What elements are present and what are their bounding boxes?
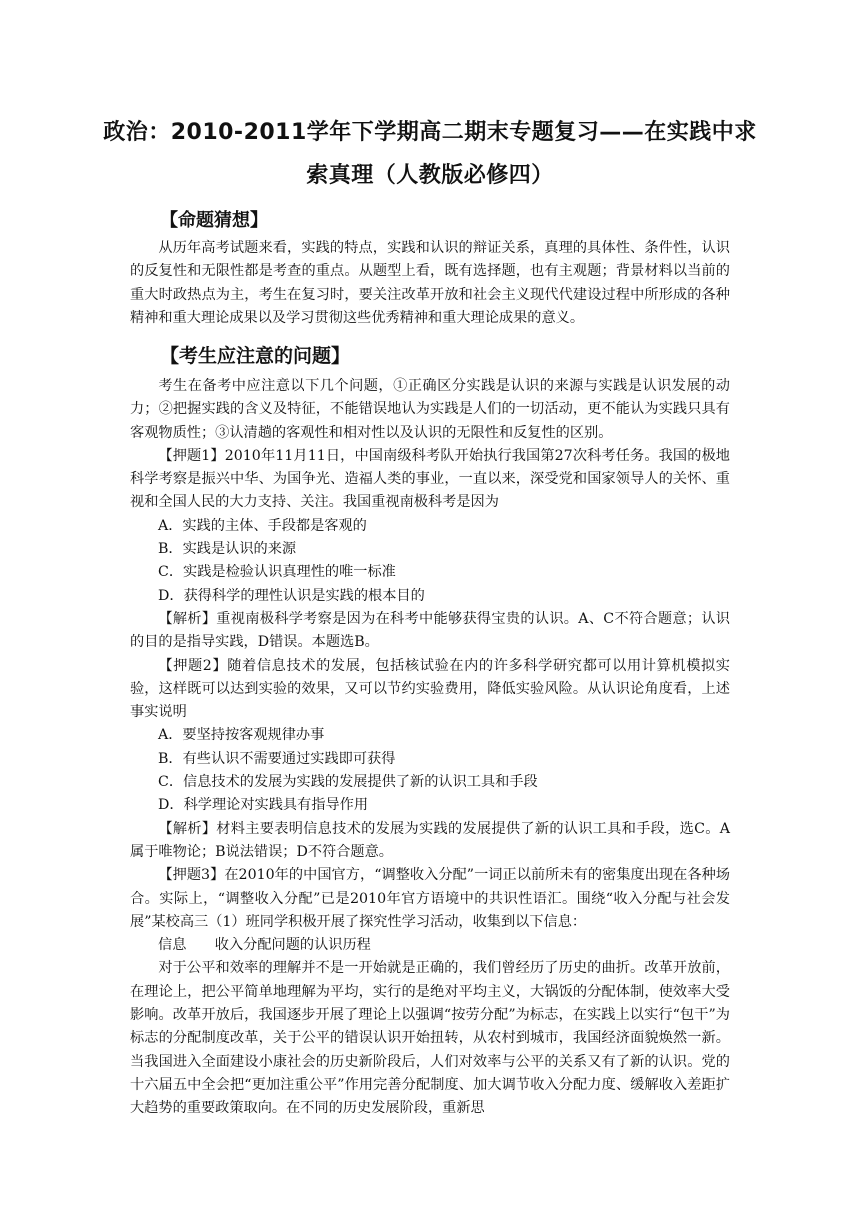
question-1-option-d: D．获得科学的理性认识是实践的根本目的 [158,587,425,604]
section-prediction-body [130,237,730,330]
attention-intro-paragraph: 考生在备考中应注意以下几个问题，①正确区分实践是认识的来源与实践是认识发展的动力；②把握实践的含义及特征，不能错误地认为实践是人们的一切活动，更不能认为实践只具有客观物质性；③认清趟的客观性和相对性以及认识的无限性和反复性的区别。 [130,378,730,441]
question-1-stem: 【押题1】2010年11月11日，中国南级科考队开始执行我国第27次科考任务。我国的极地科学考察是振兴中华、为国争光、造福人类的事业，一直以来，深受党和国家领导人的关怀、重视和全国人民的大力支持、关注。我国重视南极科考是因为 [130,447,730,511]
question-1-option-c: C．实践是检验认识真理性的唯一标准 [158,564,396,581]
question-2-option-d: D．科学理论对实践具有指导作用 [158,797,369,814]
question-3-info-text: 对于公平和效率的理解并不是一开始就是正确的，我们曾经历了历史的曲折。改革开放前，在理论上，把公平简单地理解为平均，实行的是绝对平均主义，大锅饭的分配体制，使效率大受影响。改革开放后，我国逐步开展了理论上以强调“按劳分配”为标志，在实践上以实行“包干”为标志的分配制度改革，关于公平的错误认识开始扭转，从农村到城市，我国经济面貌焕然一新。当我国进入全面建设小康社会的历史新阶段后，人们对效率与公平的关系又有了新的认识。党的十六届五中全会把“更加注重公平”作用完善分配制度、加大调节收入分配力度、缓解收入差距扩大趋势的重要政策取向。在不同的历史发展阶段，重新思 [130,960,730,1117]
question-2-analysis: 【解析】材料主要表明信息技术的发展为实践的发展提供了新的认识工具和手段，选C。A属于唯物论；B说法错误；D不符合题意。 [130,820,730,860]
question-3-info-heading: 信息 收入分配问题的认识历程 [158,937,371,954]
section-attention-body [130,375,730,1121]
prediction-paragraph: 从历年高考试题来看，实践的特点，实践和认识的辩证关系，真理的具体性、条件性，认识的反复性和无限性都是考查的重点。从题型上看，既有选择题，也有主观题；背景材料以当前的重大时政热点为主，考生在复习时，要关注改革开放和社会主义现代代建设过程中所形成的各种精神和重大理论成果以及学习贯彻这些优秀精神和重大理论成果的意义。 [130,240,730,326]
question-1-option-a: A．实践的主体、手段都是客观的 [158,517,367,534]
document-title-line-1: 政治：2010-2011学年下学期高二期末专题复习——在实践中求 [103,120,757,145]
question-2-stem: 【押题2】随着信息技术的发展，包括核试验在内的许多科学研究都可以用计算机模拟实验，这样既可以达到实验的效果，又可以节约实验费用，降低实验风险。从认识论角度看，上述事实说明 [130,657,730,721]
question-2-option-c: C．信息技术的发展为实践的发展提供了新的认识工具和手段 [158,774,538,791]
question-1-analysis: 【解析】重视南极科学考察是因为在科考中能够获得宝贵的认识。A、C不符合题意；认识的目的是指导实践，D错误。本题选B。 [130,610,730,651]
question-2-option-a: A．要坚持按客观规律办事 [158,727,325,744]
document-title-line-2: 索真理（人教版必修四） [306,163,554,188]
section-heading-attention: 【考生应注意的问题】 [160,345,351,367]
question-3-stem: 【押题3】在2010年的中国官方，“调整收入分配”一词正以前所未有的密集度出现在各种场合。实际上，“调整收入分配”已是2010年官方语境中的共识性语汇。围绕“收入分配与社会发展”某校高三（1）班同学积极开展了探究性学习活动，收集到以下信息： [130,867,730,930]
question-1-option-b: B．实践是认识的来源 [158,541,297,558]
question-2-option-b: B．有些认识不需要通过实践即可获得 [158,750,396,767]
section-heading-prediction: 【命题猜想】 [160,210,268,231]
